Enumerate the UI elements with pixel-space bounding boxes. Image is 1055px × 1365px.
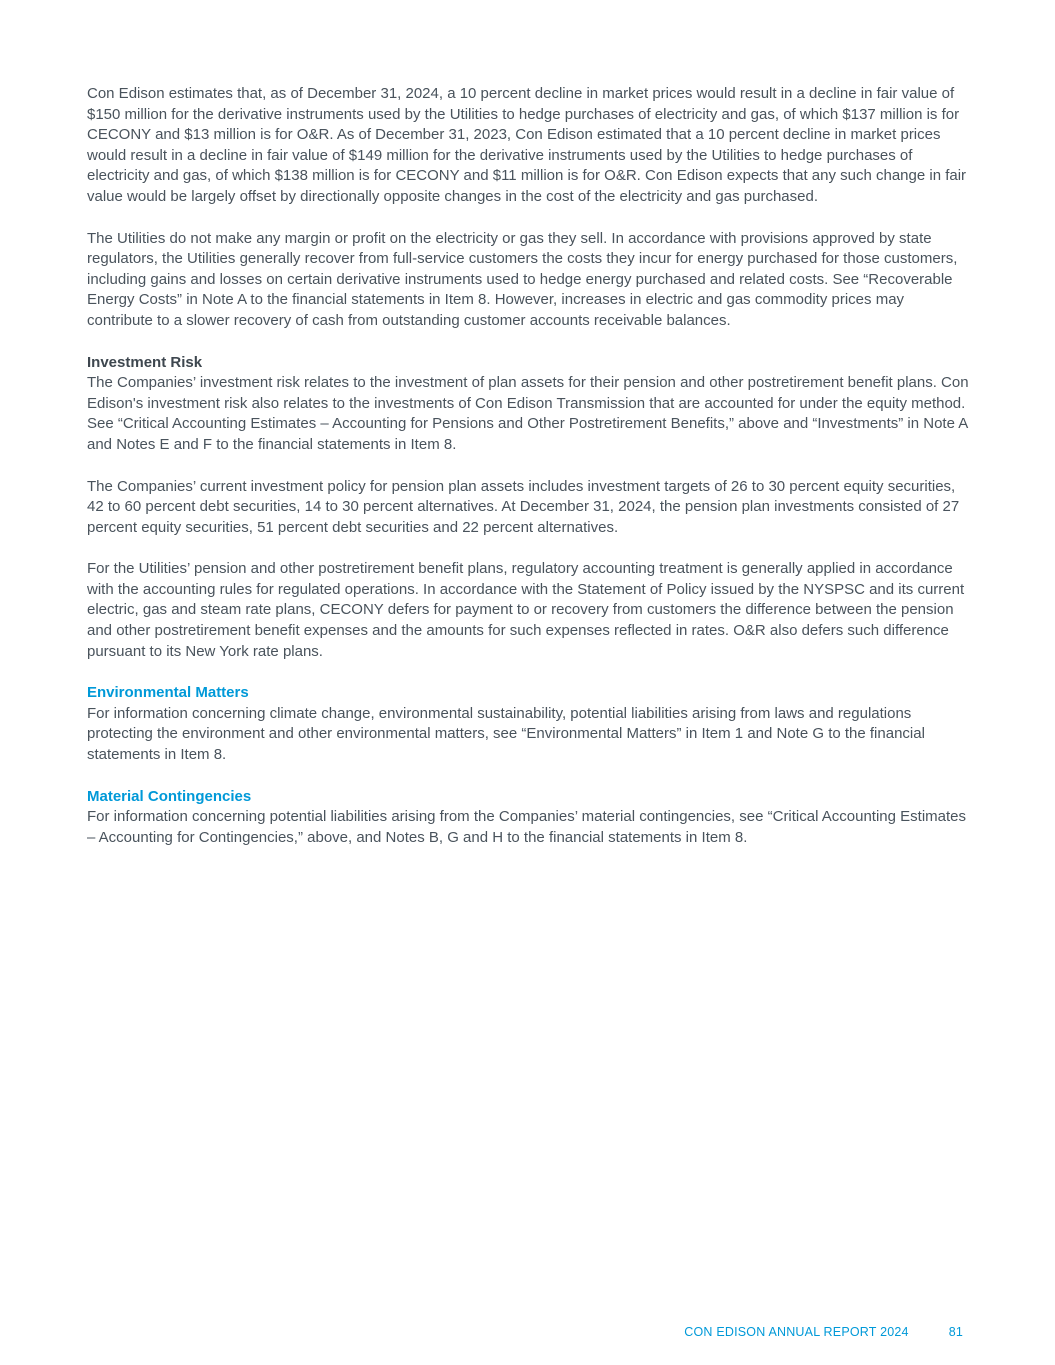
section-heading-material-contingencies: Material Contingencies (87, 787, 252, 805)
paragraph-investment-risk-overview: The Companies’ investment risk relates to the investment of plan assets for their pension and other postretirement benefit plans. Con Edison's investment risk also relates to the investments of Con Edison Transmission that are accounted for under the equity method. See “Critical Accounting Estimates – Accounting for Pensions and Other Postretirement Benefits,” above and “Investments” in Note A and Notes E and F to the financial statements in Item 8. (87, 374, 969, 453)
paragraph-environmental-matters: For information concerning climate change, environmental sustainability, potential liabilities arising from laws and regulations protecting the environment and other environmental matters, see “Environmental Matters” in Item 1 and Note G to the financial statements in Item 8. (87, 704, 925, 764)
section-heading-environmental-matters: Environmental Matters (87, 684, 249, 702)
footer-report-title: CON EDISON ANNUAL REPORT 2024 (684, 1325, 909, 1339)
footer-page-number: 81 (948, 1325, 963, 1339)
paragraph-material-contingencies: For information concerning potential liabilities arising from the Companies’ material contingencies, see “Critical Accounting Estimates – Accounting for Contingencies,” above, and Notes B, G and H to the financial statements in Item 8. (87, 808, 967, 846)
page-footer (684, 1325, 963, 1339)
paragraph-derivative-fair-value: Con Edison estimates that, as of December 31, 2024, a 10 percent decline in market prices would result in a decline in fair value of $150 million for the derivative instruments used by the Utilities to hedge purchases of electricity and gas, of which $137 million is for CECONY and $13 million is for O&R. As of December 31, 2023, Con Edison estimated that a 10 percent decline in market prices would result in a decline in fair value of $149 million for the derivative instruments used by the Utilities to hedge purchases of electricity and gas, of which $138 million is for CECONY and $11 million is for O&R. Con Edison expects that any such change in fair value would be largely offset by directionally opposite changes in the cost of the electricity and gas purchased. (87, 85, 967, 205)
document-content (87, 84, 971, 869)
section-heading-investment-risk: Investment Risk (87, 353, 203, 371)
paragraph-recoverable-energy-costs: The Utilities do not make any margin or profit on the electricity or gas they sell. In accordance with provisions approved by state regulators, the Utilities generally recover from full-service customers the costs they incur for energy purchased for those customers, including gains and losses on certain derivative instruments used to hedge energy purchased and related costs. See “Recoverable Energy Costs” in Note A to the financial statements in Item 8. However, increases in electric and gas commodity prices may contribute to a slower recovery of cash from outstanding customer accounts receivable balances. (87, 229, 958, 329)
paragraph-investment-policy-targets: The Companies’ current investment policy for pension plan assets includes investment targets of 26 to 30 percent equity securities, 42 to 60 percent debt securities, 14 to 30 percent alternatives. At December 31, 2024, the pension plan investments consisted of 27 percent equity securities, 51 percent debt securities and 22 percent alternatives. (87, 477, 960, 536)
paragraph-regulatory-accounting-treatment: For the Utilities’ pension and other postretirement benefit plans, regulatory accounting treatment is generally applied in accordance with the accounting rules for regulated operations. In accordance with the Statement of Policy issued by the NYSPSC and its current electric, gas and steam rate plans, CECONY defers for payment to or recovery from customers the difference between the pension and other postretirement benefit expenses and the amounts for such expenses reflected in rates. O&R also defers such difference pursuant to its New York rate plans. (87, 560, 965, 660)
